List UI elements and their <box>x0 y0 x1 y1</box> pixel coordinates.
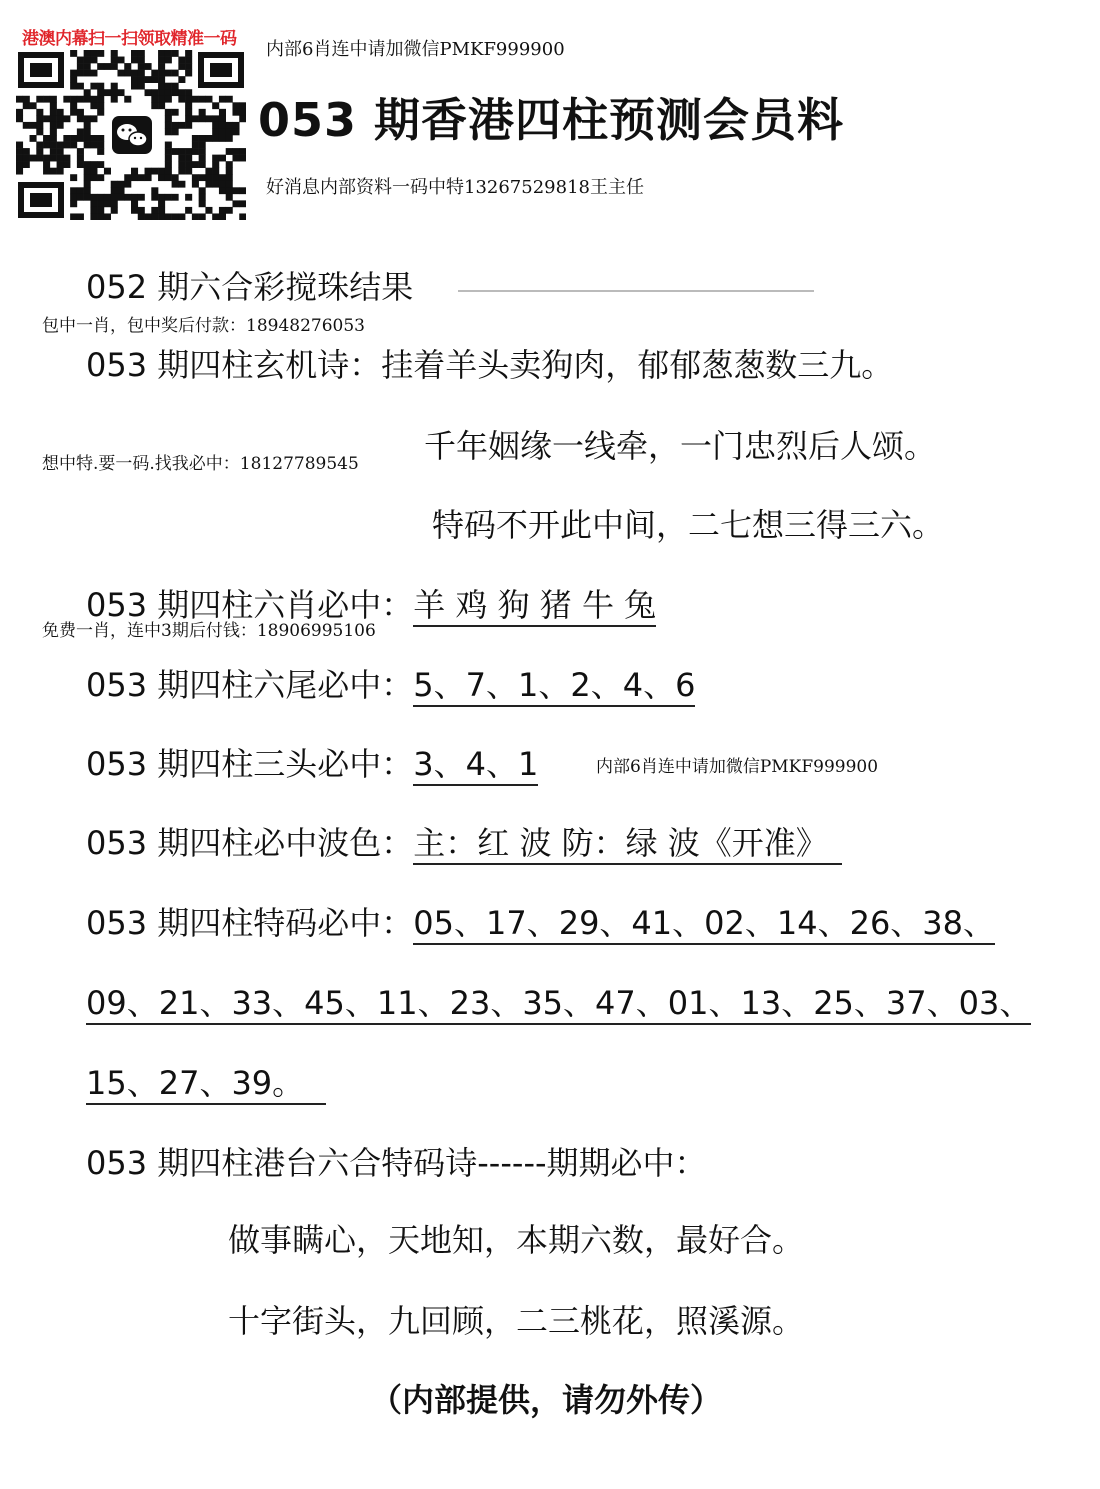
hotline-ad: 好消息内部资料一码中特13267529818王主任 <box>266 177 644 198</box>
side-ad-3: 免费一肖，连中3期后付钱：18906995106 <box>42 621 376 641</box>
side-ad-1: 包中一肖，包中奖后付款：18948276053 <box>42 316 365 336</box>
final-poem-line-2: 十字街头，九回顾，二三桃花，照溪源。 <box>228 1302 805 1340</box>
special-row-2 <box>86 978 1031 1024</box>
prev-result-text: 052 期六合彩搅珠结果 <box>86 268 414 306</box>
special-row-1 <box>86 898 995 944</box>
special-numbers-2: 09、21、33、45、11、23、35、47、01、13、25、37、03、 <box>86 984 1031 1025</box>
prev-result-label <box>86 262 413 308</box>
poem-row-1 <box>86 340 893 386</box>
zodiac-label: 053 期四柱六肖必中： <box>86 586 414 624</box>
wechat-ad-top: 内部6肖连中请加微信PMKF999900 <box>266 39 565 60</box>
poem-label: 053 期四柱玄机诗： <box>86 346 382 384</box>
qr-code-icon[interactable] <box>16 50 246 220</box>
special-label: 053 期四柱特码必中： <box>86 904 414 942</box>
poem-line-2: 千年姻缘一线牵，一门忠烈后人颂。 <box>424 427 937 465</box>
final-poem-line-1: 做事瞒心，天地知，本期六数，最好合。 <box>228 1221 805 1259</box>
zodiac-value: 羊 鸡 狗 猪 牛 兔 <box>413 586 656 627</box>
poem-line-1: 挂着羊头卖狗肉，郁郁葱葱数三九。 <box>381 346 894 384</box>
final-poem-label: 053 期四柱港台六合特码诗------期期必中： <box>86 1144 707 1182</box>
special-numbers-1: 05、17、29、41、02、14、26、38、 <box>413 904 995 945</box>
poem-line-3: 特码不开此中间，二七想三得三六。 <box>432 506 945 544</box>
wave-row <box>86 818 842 864</box>
prev-result-blank <box>458 290 814 292</box>
page-title: 053 期香港四柱预测会员料 <box>258 93 845 147</box>
wechat-icon <box>108 112 156 158</box>
internal-notice: （内部提供，请勿外传） <box>370 1381 723 1419</box>
tail-label: 053 期四柱六尾必中： <box>86 666 414 704</box>
qr-caption: 港澳内幕扫一扫领取精准一码 <box>22 29 237 49</box>
tail-row <box>86 660 695 706</box>
head-value: 3、4、1 <box>413 745 538 786</box>
wave-label: 053 期四柱必中波色： <box>86 824 414 862</box>
head-row <box>86 739 538 785</box>
side-ad-4: 内部6肖连中请加微信PMKF999900 <box>596 757 879 777</box>
wave-value: 主：红 波 防：绿 波《开准》 <box>413 824 842 865</box>
side-ad-2: 想中特.要一码.找我必中：18127789545 <box>42 454 359 474</box>
special-numbers-3: 15、27、39。 <box>86 1064 326 1105</box>
special-row-3 <box>86 1058 326 1104</box>
head-label: 053 期四柱三头必中： <box>86 745 414 783</box>
tail-value: 5、7、1、2、4、6 <box>413 666 695 707</box>
